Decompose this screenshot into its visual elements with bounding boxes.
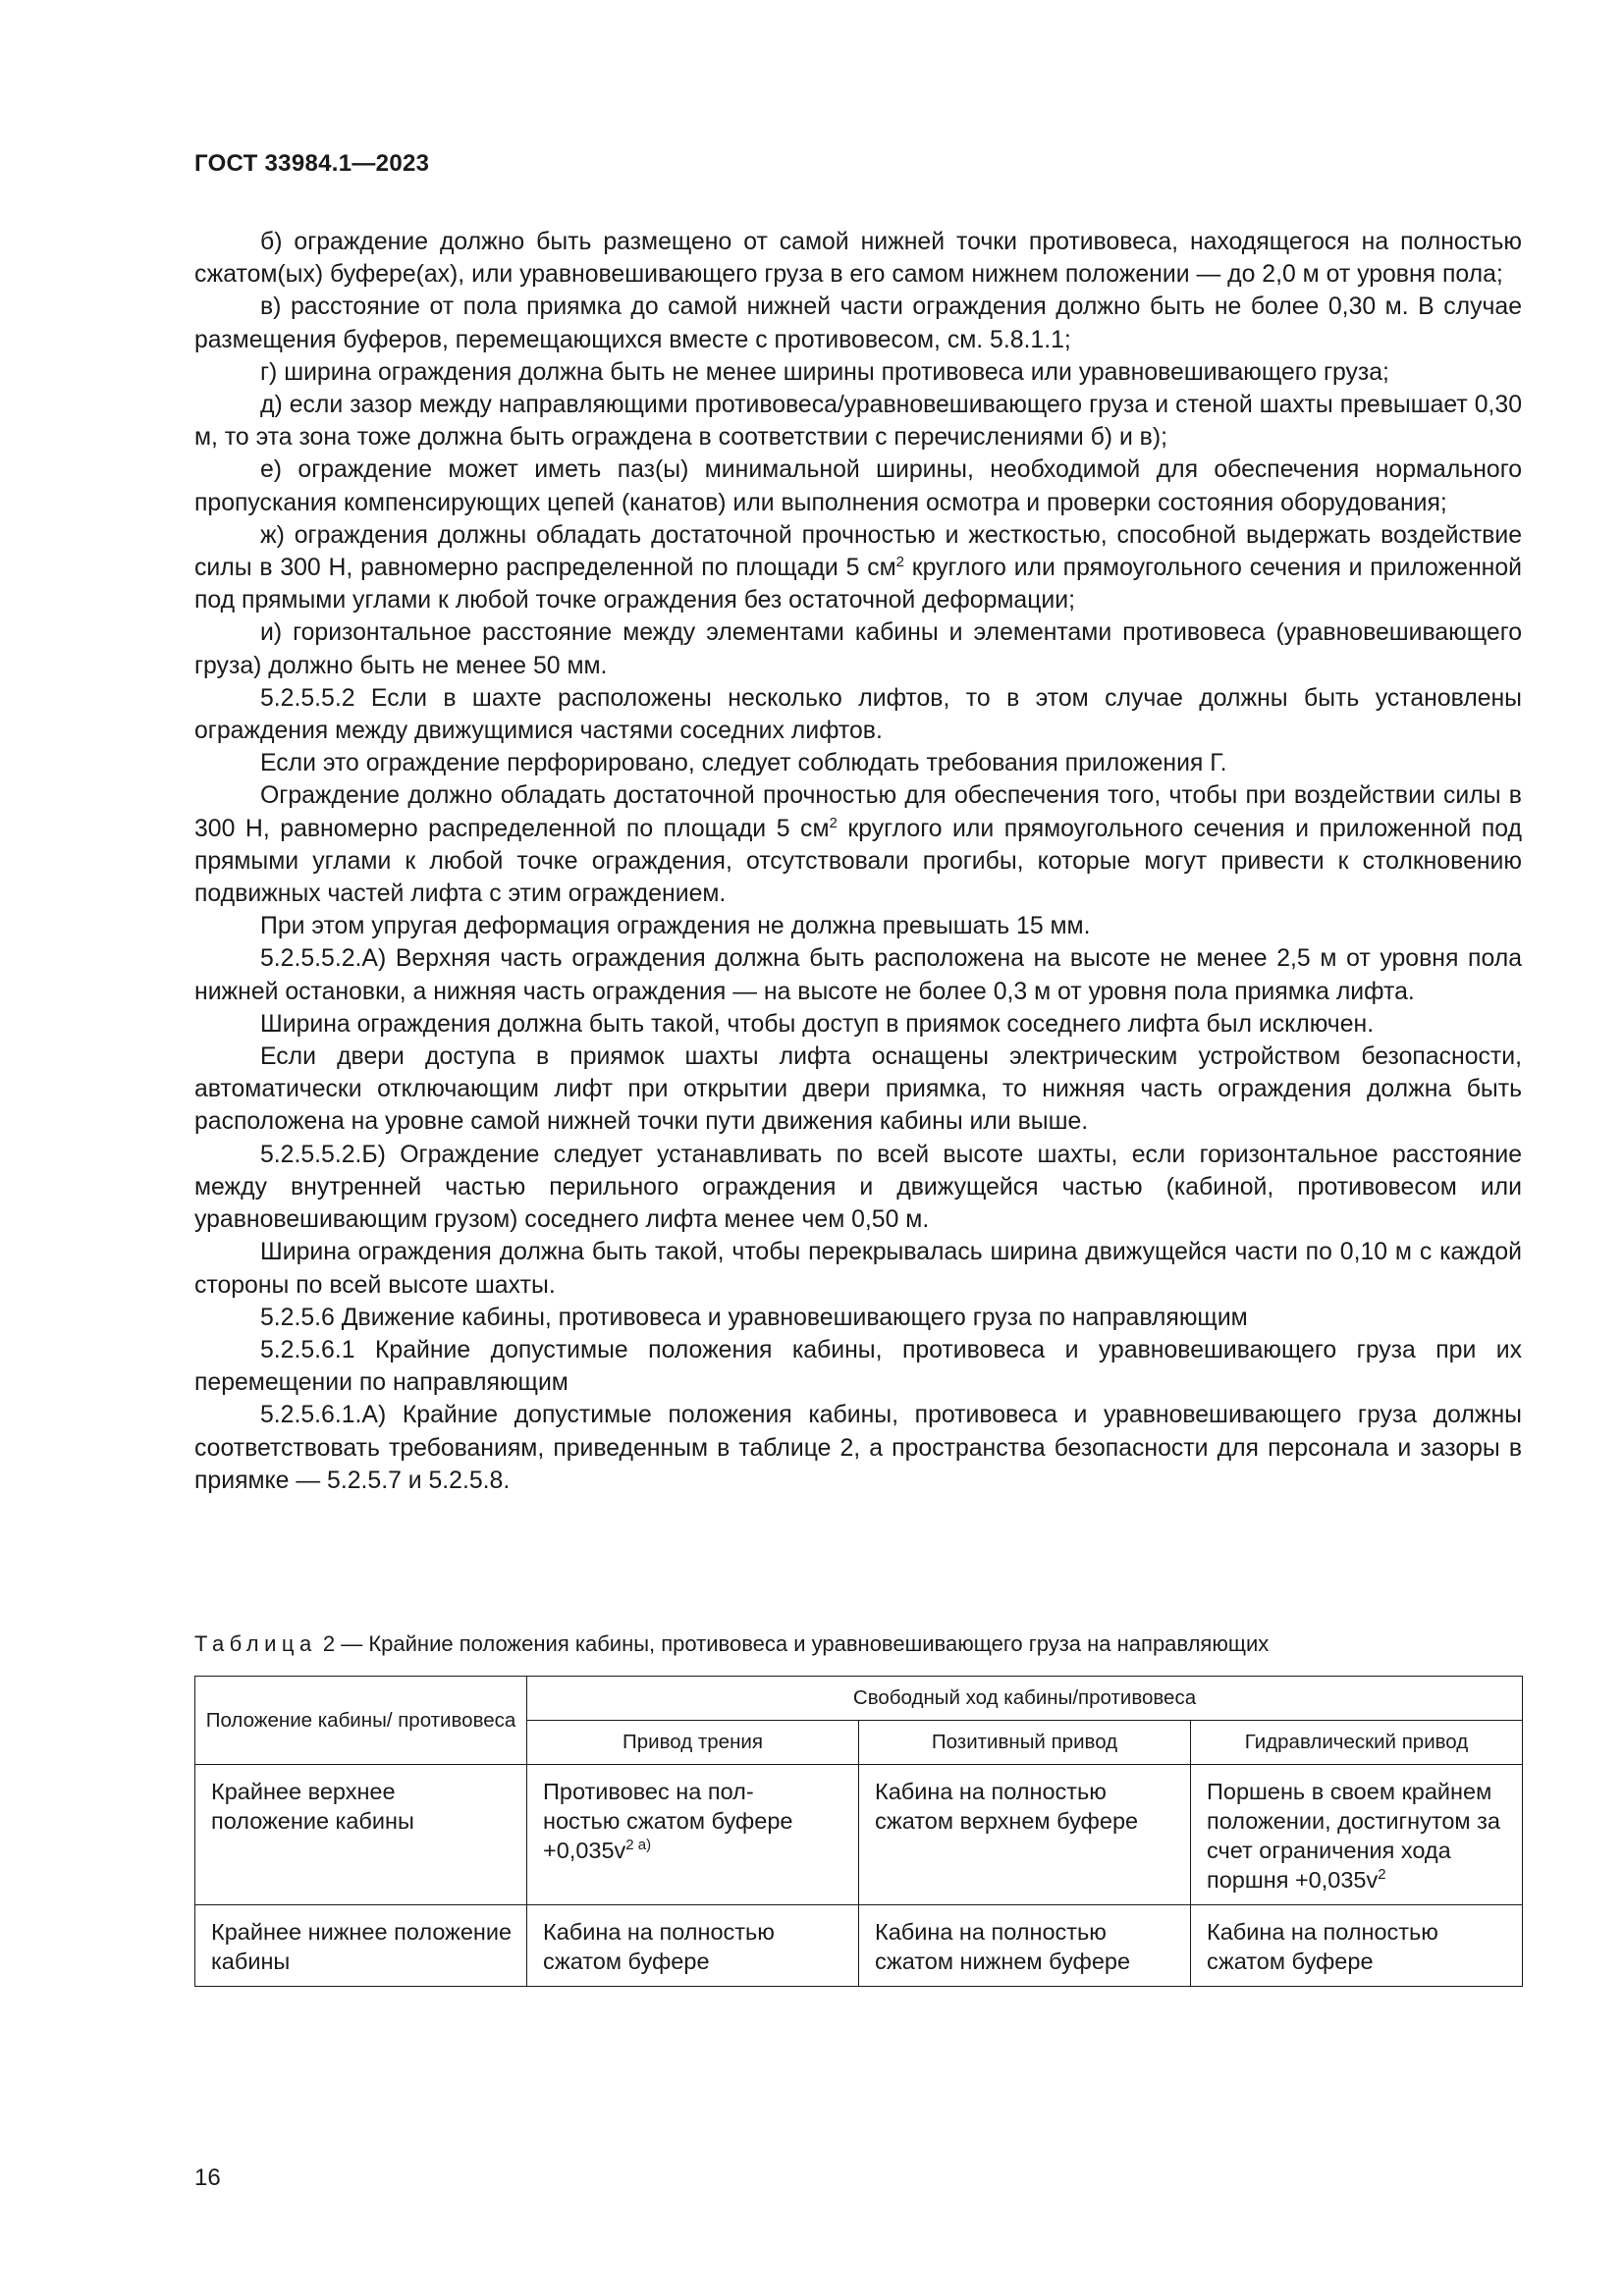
paragraph: 5.2.5.5.2.Б) Ограждение следует устанавливать по всей высоте шахты, если горизонтальное расстояние между внутренней частью перильного ограждения и движущейся частью (кабиной, противовесом или уравновешивающим грузом) соседнего лифта менее чем 0,50 м. — [194, 1141, 1522, 1234]
table-cell-positive: Кабина на полностью сжатом верхнем буфере — [859, 1765, 1191, 1905]
superscript: 2 — [829, 814, 838, 831]
paragraph — [194, 779, 1522, 910]
table-cell-hydraulic — [1191, 1765, 1523, 1905]
paragraph-text: круглого или прямоугольного сечения и приложенной под прямыми углами к любой точке ограждения без остаточной деформации; — [194, 555, 1522, 614]
body-text — [194, 226, 1522, 1497]
table-cell-position: Крайнее верхнее положение кабины — [195, 1765, 527, 1905]
paragraph: 5.2.5.5.2 Если в шахте расположены несколько лифтов, то в этом случае должны быть установлены ограждения между движущимися частями соседних лифтов. — [194, 684, 1522, 745]
paragraph: Если это ограждение перфорировано, следует соблюдать требования приложения Г. — [260, 750, 1227, 777]
extreme-positions-table — [194, 1676, 1523, 1987]
table-cell-hydraulic: Кабина на полностью сжатом буфере — [1191, 1905, 1523, 1987]
paragraph: Если двери доступа в приямок шахты лифта оснащены электрическим устройством безопасности, автоматически отключающим лифт при открытии двери приямка, то нижняя часть ограждения должна быть расположена на уровне самой нижней точки пути движения кабины или выше. — [194, 1043, 1522, 1136]
paragraph: При этом упругая деформация ограждения не должна превышать 15 мм. — [260, 913, 1091, 940]
paragraph: г) ширина ограждения должна быть не менее ширины противовеса или уравновешивающего груза; — [260, 358, 1389, 386]
table-cell-friction — [527, 1765, 859, 1905]
paragraph: 5.2.5.6.1 Крайние допустимые положения кабины, противовеса и уравновешивающего груза при их перемещении по направляющим — [194, 1336, 1522, 1397]
table-caption-label: Таблица — [194, 1631, 317, 1656]
table-cell-positive: Кабина на полностью сжатом нижнем буфере — [859, 1905, 1191, 1987]
cell-line — [543, 1836, 844, 1865]
paragraph: Ширина ограждения должна быть такой, чтобы доступ в приямок соседнего лифта был исключен. — [260, 1010, 1375, 1038]
table-row — [195, 1905, 1523, 1987]
paragraph — [194, 519, 1522, 617]
paragraph-text: круглого или прямоугольного сечения и приложенной под прямыми углами к любой точке ограждения, отсутствовали прогибы, которые могут привести к столкновению подвижных частей лифта с этим ограждением. — [194, 815, 1522, 908]
paragraph: Ширина ограждения должна быть такой, чтобы перекрывалась ширина движущейся части по 0,10 м с каждой стороны по всей высоте шахты. — [194, 1239, 1522, 1299]
table-header-hydraulic: Гидравлический привод — [1191, 1721, 1523, 1765]
formula: +0,035v — [543, 1838, 626, 1863]
cell-text: Поршень в своем крайнем положении, достигнутом за счет ограничения хода поршня +0,035v — [1207, 1779, 1500, 1893]
page-number: 16 — [194, 2164, 221, 2191]
paragraph: 5.2.5.6 Движение кабины, противовеса и уравновешивающего груза по направляющим — [260, 1304, 1248, 1331]
table-cell-friction: Кабина на полностью сжатом буфере — [527, 1905, 859, 1987]
table-row — [195, 1765, 1523, 1905]
table-header-position: Положение кабины/ противовеса — [195, 1677, 527, 1765]
cell-line: ностью сжатом буфере — [543, 1808, 793, 1834]
paragraph: и) горизонтальное расстояние между элементами кабины и элементами противовеса (уравновешивающего груза) должно быть не менее 50 мм. — [194, 619, 1522, 679]
table-cell-position: Крайнее нижнее положение кабины — [195, 1905, 527, 1987]
paragraph: 5.2.5.6.1.А) Крайние допустимые положения кабины, противовеса и уравновешивающего груза должны соответствовать требованиям, приведенным в таблице 2, а пространства безопасности для персонала и зазоры в приямке — 5.2.5.7 и 5.2.5.8. — [194, 1402, 1522, 1494]
cell-line: Противовес на пол- — [543, 1779, 754, 1804]
table-caption-text: 2 — Крайние положения кабины, противовеса и уравновешивающего груза на направляющих — [316, 1631, 1270, 1656]
table-header-group: Свободный ход кабины/противовеса — [527, 1677, 1523, 1721]
superscript: 2 — [895, 554, 904, 571]
paragraph: е) ограждение может иметь паз(ы) минимальной ширины, необходимой для обеспечения нормального пропускания компенсирующих цепей (канатов) или выполнения осмотра и проверки состояния оборудования; — [194, 456, 1522, 516]
table-header-positive: Позитивный привод — [859, 1721, 1191, 1765]
paragraph: 5.2.5.5.2.А) Верхняя часть ограждения должна быть расположена на высоте не менее 2,5 м от уровня пола нижней остановки, а нижняя часть ограждения — на высоте не более 0,3 м от уровня пола приямка лифта. — [194, 945, 1522, 1005]
footnote-superscript: 2 а) — [625, 1837, 652, 1853]
paragraph-text: Ограждение должно обладать достаточной прочностью для обеспечения того, чтобы при воздействии силы в 300 Н, равномерно распределенной по площади 5 см — [194, 782, 1522, 842]
paragraph-text: ж) ограждения должны обладать достаточной прочностью и жесткостью, способной выдержать воздействие силы в 300 Н, равномерно распределенной по площади 5 см — [194, 521, 1522, 582]
paragraph: д) если зазор между направляющими противовеса/уравновешивающего груза и стеной шахты превышает 0,30 м, то эта зона тоже должна быть ограждена в соответствии с перечислениями б) и в); — [194, 392, 1522, 452]
table-caption — [194, 1629, 1522, 1659]
table-header-friction: Привод трения — [527, 1721, 859, 1765]
paragraph: в) расстояние от пола приямка до самой нижней части ограждения должно быть не более 0,30 м. В случае размещения буферов, перемещающихся вместе с противовесом, см. 5.8.1.1; — [194, 294, 1522, 353]
paragraph: б) ограждение должно быть размещено от самой нижней точки противовеса, находящегося на полностью сжатом(ых) буфере(ах), или уравновешивающего груза в его самом нижнем положении — до 2,0 м от уровня пола; — [194, 229, 1522, 289]
superscript: 2 — [1378, 1866, 1386, 1883]
document-header: ГОСТ 33984.1—2023 — [194, 150, 430, 177]
